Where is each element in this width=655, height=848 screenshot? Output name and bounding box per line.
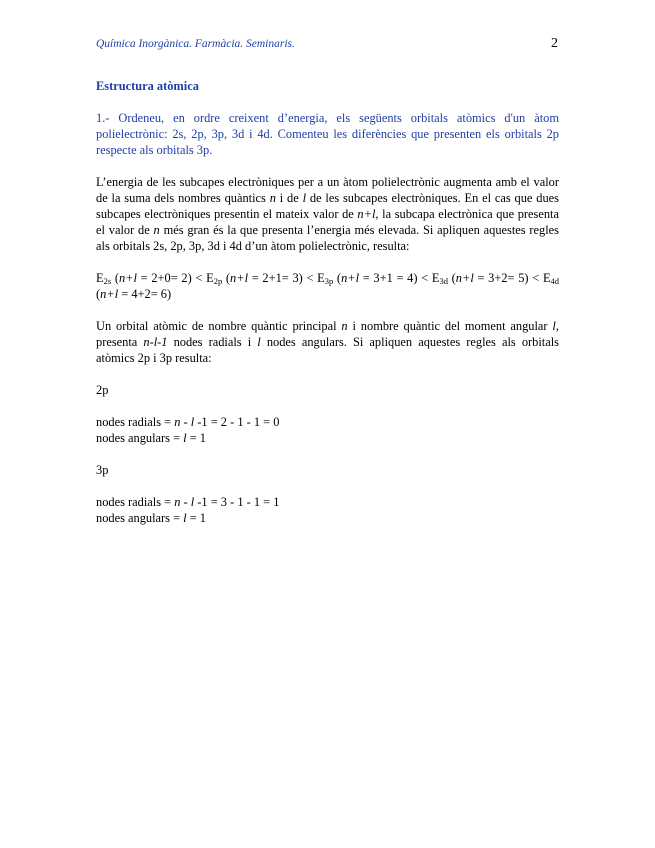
- less-than-sign: <: [191, 271, 207, 285]
- symbol-n: n: [174, 415, 181, 429]
- section-title: Estructura atòmica: [96, 79, 199, 93]
- symbol-l: l: [190, 415, 195, 429]
- text-run: nodes angulars. Si apliquen aquestes regles als orbitals atòmics 2p i 3p resulta:: [96, 335, 559, 365]
- text-run: -: [180, 495, 191, 509]
- text-run: nodes angulars =: [96, 511, 184, 525]
- energy-symbol: E: [431, 271, 440, 285]
- symbol-l: l: [190, 495, 195, 509]
- symbol-n-plus-l: n+l: [357, 207, 376, 221]
- text-run: = 1: [186, 511, 207, 525]
- text-run: L’energia de les subcapes electròniques per a un àtom polielectrònic augmenta amb el valor de la suma dels nombres quàntics: [96, 175, 559, 205]
- answer-paragraph-energy: [96, 174, 559, 254]
- ordering-expression: = 3+1 = 4): [359, 271, 418, 285]
- orbital-subscript: 2s: [103, 276, 112, 286]
- text-run: nodes radials i: [167, 335, 258, 349]
- answer-paragraph-nodes: [96, 318, 559, 366]
- page-header: [96, 38, 558, 54]
- orbital-subscript: 3d: [439, 276, 448, 286]
- orbital-3p-label: 3p: [96, 463, 109, 477]
- symbol-n-minus-l-minus-1: n-l-1: [143, 335, 168, 349]
- symbol-n: n: [341, 319, 348, 333]
- less-than-sign: <: [302, 271, 318, 285]
- page-number: 2: [551, 36, 558, 51]
- symbol-n-plus-l: n+l: [455, 271, 474, 285]
- text-run: , la subcapa electrònica que presenta el valor de: [96, 207, 559, 237]
- symbol-n-plus-l: n+l: [100, 287, 119, 301]
- ordering-term: $E_{3p}$ (n+l = 3+1 = 4): [317, 271, 418, 286]
- text-run: -1 = 3 - 1 - 1 = 1: [194, 495, 280, 509]
- energy-symbol: E: [206, 271, 214, 285]
- symbol-n-plus-l: n+l: [230, 271, 249, 285]
- orbital-2p-radial-nodes: [96, 414, 559, 430]
- energy-ordering: [96, 270, 559, 302]
- less-than-sign: <: [528, 271, 543, 285]
- page-content: [96, 78, 559, 526]
- text-run: -: [180, 415, 191, 429]
- text-run: nodes radials =: [96, 495, 175, 509]
- ordering-expression: = 4+2= 6): [118, 287, 172, 301]
- text-run: = 1: [186, 431, 207, 445]
- ordering-expression: = 3+2= 5): [473, 271, 529, 285]
- orbital-2p-label: 2p: [96, 383, 109, 397]
- orbital-2p-angular-nodes: [96, 430, 559, 446]
- text-run: nodes radials =: [96, 415, 175, 429]
- text-run: Un orbital atòmic de nombre quàntic principal: [96, 319, 342, 333]
- text-run: de les subcapes electròniques. En el cas que dues subcapes electròniques presentin el mateix valor de: [96, 191, 559, 221]
- text-run: i de: [275, 191, 303, 205]
- ordering-term: $E_{2s}$ (n+l = 2+0= 2): [96, 271, 192, 286]
- symbol-l: l: [183, 431, 187, 445]
- question-text: 1.- Ordeneu, en ordre creixent d’energia, els següents orbitals atòmics d'un àtom polielectrònic: 2s, 2p, 3p, 3d i 4d. Comenteu les diferències que presenten els orbitals 2p respecte als orbitals 3p.: [96, 111, 559, 157]
- symbol-l: l: [183, 511, 187, 525]
- header-title: Química Inorgànica. Farmàcia. Seminaris.: [96, 38, 295, 50]
- energy-symbol: E: [96, 271, 104, 285]
- symbol-n: n: [269, 191, 276, 205]
- text-run: -1 = 2 - 1 - 1 = 0: [194, 415, 280, 429]
- ordering-expression: = 2+1= 3): [248, 271, 303, 285]
- ordering-term: $E_{4d}$ (n+l = 4+2= 6): [96, 271, 560, 301]
- symbol-n: n: [153, 223, 160, 237]
- orbital-subscript: 4d: [550, 276, 560, 286]
- symbol-n: n: [174, 495, 181, 509]
- less-than-sign: <: [417, 271, 432, 285]
- energy-symbol: E: [542, 271, 551, 285]
- symbol-l: l: [552, 319, 556, 333]
- text-run: nodes angulars =: [96, 431, 184, 445]
- ordering-term: $E_{3d}$ (n+l = 3+2= 5): [431, 271, 529, 286]
- orbital-subscript: 2p: [213, 276, 223, 286]
- orbital-3p-radial-nodes: [96, 494, 559, 510]
- orbital-subscript: 3p: [324, 276, 334, 286]
- text-run: més gran és la que presenta l’energia més elevada. Si apliquen aquestes regles als orbitals 2s, 2p, 3p, 3d i 4d d’un àtom polielectrònic, resulta:: [96, 223, 559, 253]
- ordering-term: $E_{2p}$ (n+l = 2+1= 3): [206, 271, 303, 286]
- symbol-l: l: [257, 335, 261, 349]
- orbital-3p-angular-nodes: [96, 510, 559, 526]
- text-run: i nombre quàntic del moment angular: [347, 319, 553, 333]
- energy-symbol: E: [317, 271, 325, 285]
- symbol-n-plus-l: n+l: [341, 271, 360, 285]
- text-run: , presenta: [96, 319, 559, 349]
- ordering-expression: = 2+0= 2): [136, 271, 192, 285]
- symbol-n-plus-l: n+l: [118, 271, 137, 285]
- symbol-l: l: [302, 191, 307, 205]
